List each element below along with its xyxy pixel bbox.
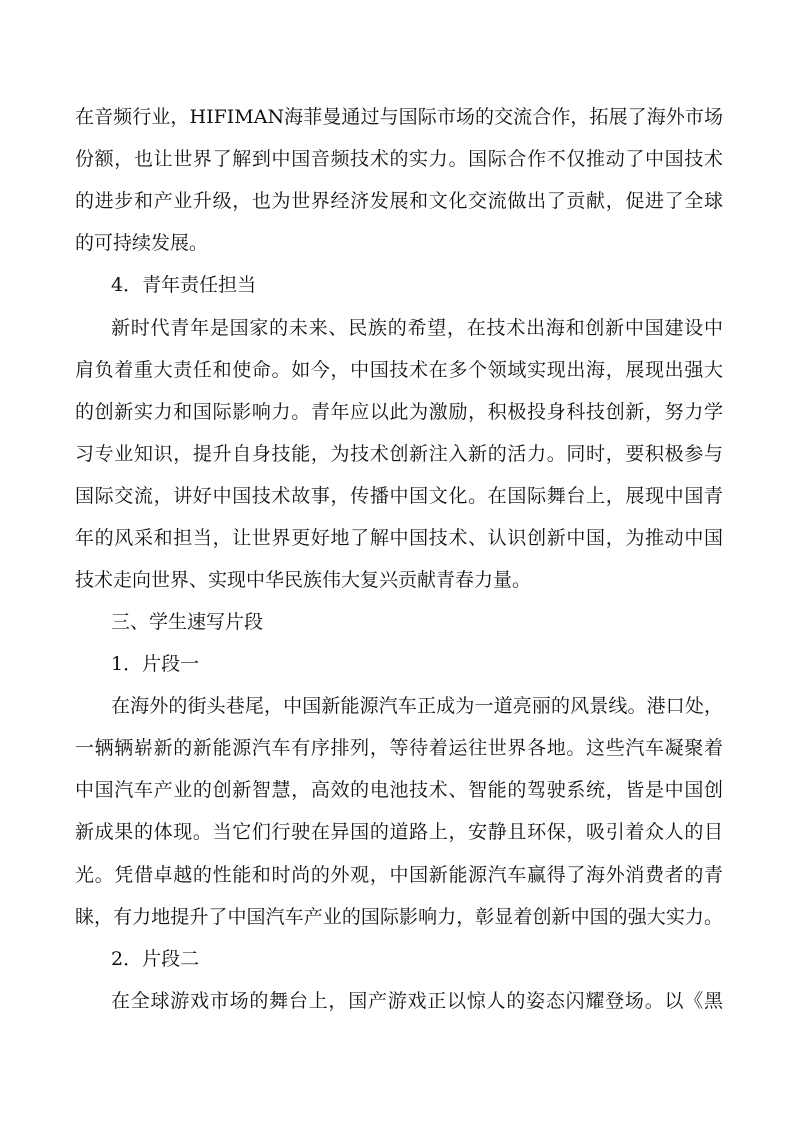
paragraph-line: 的创新实力和国际影响力。青年应以此为激励，积极投身科技创新，努力学 (75, 401, 723, 423)
paragraph-line: 睐，有力地提升了中国汽车产业的国际影响力，彰显着创新中国的强大实力。 (75, 906, 723, 928)
section-heading: 1．片段一 (111, 653, 200, 675)
section-heading: 2．片段二 (111, 948, 200, 970)
paragraph-line: 在海外的街头巷尾，中国新能源汽车正成为一道亮丽的风景线。港口处， (111, 695, 723, 717)
paragraph-line: 的进步和产业升级，也为世界经济发展和文化交流做出了贡献，促进了全球 (75, 190, 723, 212)
paragraph-line: 份额，也让世界了解到中国音频技术的实力。国际合作不仅推动了中国技术 (75, 148, 723, 170)
paragraph-line: 中国汽车产业的创新智慧，高效的电池技术、智能的驾驶系统，皆是中国创 (75, 779, 723, 801)
paragraph-line: 年的风采和担当，让世界更好地了解中国技术、认识创新中国，为推动中国 (75, 527, 723, 549)
paragraph-line: 新时代青年是国家的未来、民族的希望，在技术出海和创新中国建设中 (111, 317, 723, 339)
paragraph-line: 光。凭借卓越的性能和时尚的外观，中国新能源汽车赢得了海外消费者的青 (75, 864, 723, 886)
paragraph-line: 肩负着重大责任和使命。如今，中国技术在多个领域实现出海，展现出强大 (75, 359, 723, 381)
paragraph-line: 的可持续发展。 (75, 232, 209, 254)
paragraph-line: 在音频行业，HIFIMAN海菲曼通过与国际市场的交流合作，拓展了海外市场 (75, 106, 723, 128)
section-heading: 4．青年责任担当 (111, 274, 257, 296)
paragraph-line: 习专业知识，提升自身技能，为技术创新注入新的活力。同时，要积极参与 (75, 443, 723, 465)
paragraph-line: 一辆辆崭新的新能源汽车有序排列，等待着运往世界各地。这些汽车凝聚着 (75, 737, 723, 759)
paragraph-line: 技术走向世界、实现中华民族伟大复兴贡献青春力量。 (75, 569, 532, 591)
section-heading: 三、学生速写片段 (111, 611, 264, 633)
paragraph-line: 在全球游戏市场的舞台上，国产游戏正以惊人的姿态闪耀登场。以《黑 (111, 990, 723, 1012)
paragraph-line: 国际交流，讲好中国技术故事，传播中国文化。在国际舞台上，展现中国青 (75, 485, 723, 507)
paragraph-line: 新成果的体现。当它们行驶在异国的道路上，安静且环保，吸引着众人的目 (75, 821, 723, 843)
